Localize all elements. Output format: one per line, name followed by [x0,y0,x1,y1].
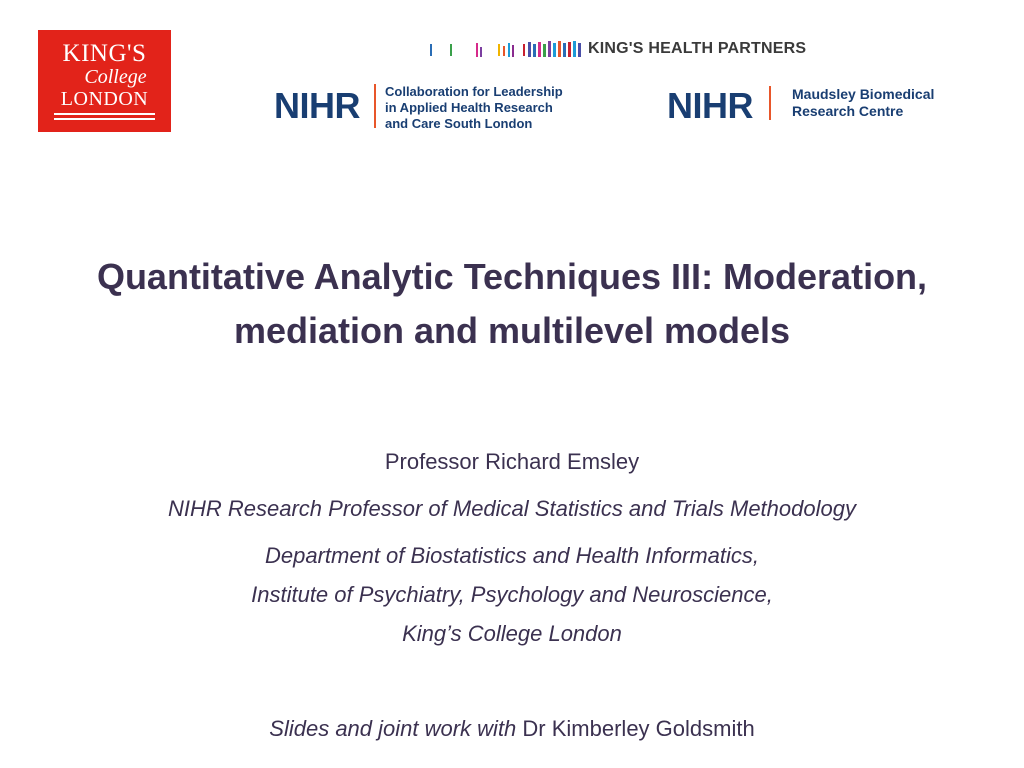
slide-title-line2: mediation and multilevel models [233,310,791,351]
nihr-brc-caption [792,86,934,120]
nihr-brc-caption-line: Research Centre [792,103,904,119]
nihr-clahrc-caption-line: and Care South London [385,116,533,131]
credits-line [20,715,1004,743]
nihr-divider [769,86,771,120]
nihr-brc-caption-line: Maudsley Biomedical [792,86,935,102]
nihr-clahrc-caption-line: Collaboration for Leadership [385,84,563,99]
nihr-divider [374,84,376,128]
presenter-department: Department of Biostatistics and Health Informatics, [265,543,759,568]
presenter-university: King’s College London [402,621,622,646]
kcl-logo-rule [54,118,155,120]
credits-collaborator: Dr Kimberley Goldsmith [522,716,755,741]
credits-prefix: Slides and joint work with [269,716,517,741]
nihr-brc-logo [667,82,967,132]
presenter-institute: Institute of Psychiatry, Psychology and Neuroscience, [251,582,773,607]
nihr-mark: NIHR [667,85,753,126]
slide-title [20,250,1004,358]
kcl-logo-line3: LONDON [60,88,149,110]
khp-bars-icon [428,39,584,59]
nihr-clahrc-caption [385,84,563,132]
slide-title-line1: Quantitative Analytic Techniques III: Moderation, [96,256,928,297]
nihr-clahrc-caption-line: in Applied Health Research [385,100,553,115]
kcl-logo-rule [54,113,155,115]
nihr-clahrc-logo [274,82,594,132]
khp-logo [428,36,828,62]
presenter-name: Professor Richard Emsley [384,449,640,474]
khp-logo-text: KING'S HEALTH PARTNERS [588,40,807,57]
nihr-mark: NIHR [274,85,360,126]
kcl-logo [38,30,171,132]
kcl-logo-line1: KING'S [62,40,147,67]
presenter-role: NIHR Research Professor of Medical Statistics and Trials Methodology [168,496,856,521]
kcl-logo-line2: College [84,66,147,88]
